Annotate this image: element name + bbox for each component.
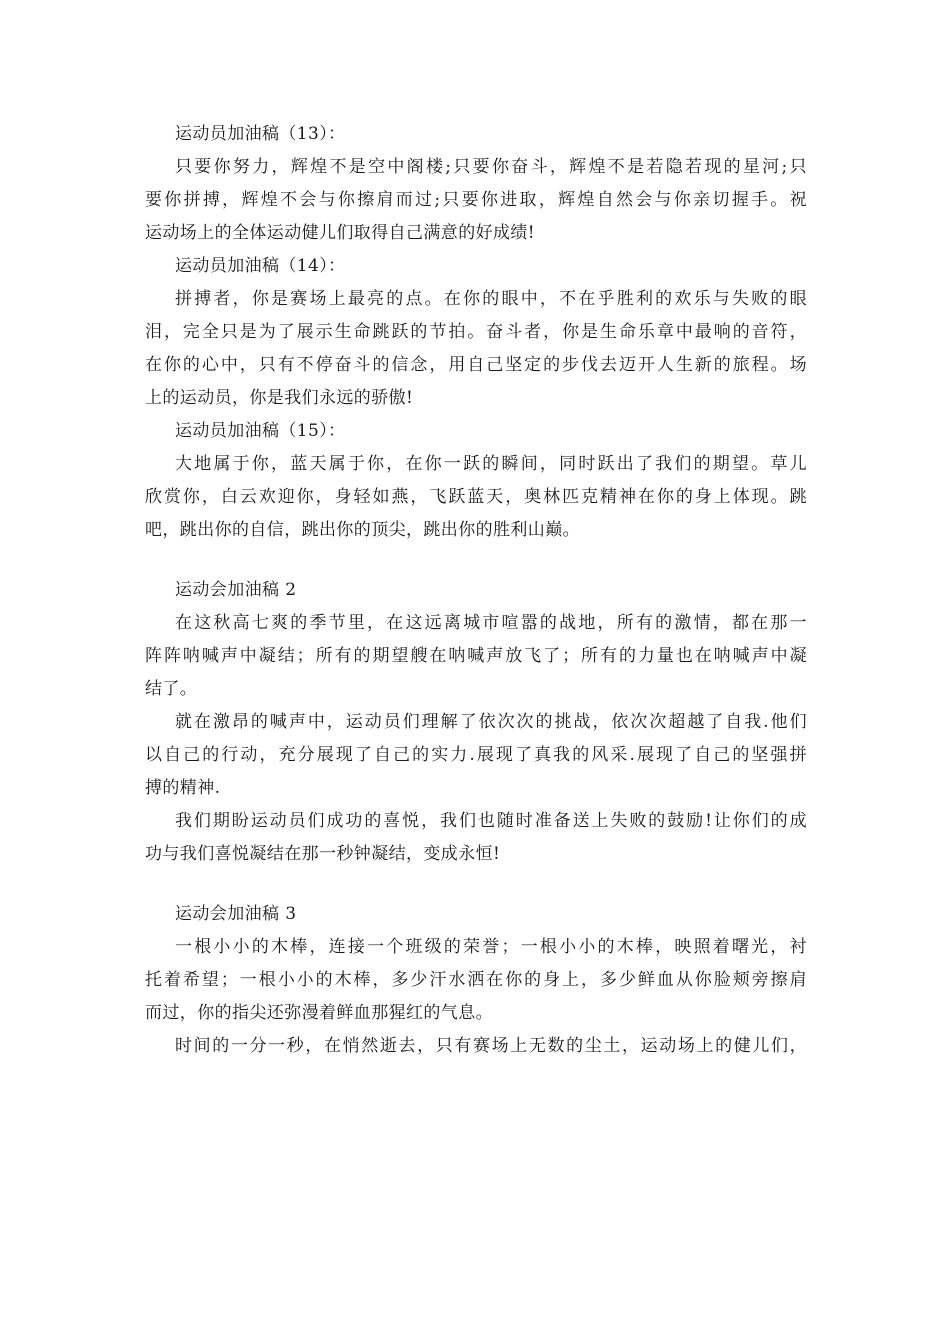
text-line: 在这秋高七爽的季节里，在这远离城市喧嚣的战地，所有的激情，都在那一 (175, 613, 807, 633)
section-heading: 运动员加油稿（14）： (175, 256, 346, 276)
section-heading: 运动会加油稿 3 (175, 904, 297, 924)
text-line: 拼搏者，你是赛场上最亮的点。在你的眼中，不在乎胜利的欢乐与失败的眼 (175, 289, 807, 309)
text-line: 托着希望；一根小小的木棒，多少汗水洒在你的身上，多少鲜血从你脸颊旁擦肩 (145, 970, 807, 990)
document-page (145, 118, 807, 1063)
paragraph (145, 283, 807, 415)
text-line: 时间的一分一秒，在悄然逝去，只有赛场上无数的尘土，运动场上的健儿们， (175, 1036, 807, 1056)
text-line: 欣赏你，白云欢迎你，身轻如燕，飞跃蓝天，奥林匹克精神在你的身上体现。跳 (145, 487, 807, 507)
text-line: 吧，跳出你的自信，跳出你的顶尖，跳出你的胜利山巅。 (145, 520, 580, 540)
paragraph (145, 706, 807, 805)
text-line: 运动场上的全体运动健儿们取得自己满意的好成绩! (145, 223, 536, 243)
text-line: 我们期盼运动员们成功的喜悦，我们也随时准备送上失败的鼓励!让你们的成 (175, 811, 807, 831)
text-line: 就在激昂的喊声中，运动员们理解了依次次的挑战，依次次超越了自我.他们 (175, 712, 807, 732)
text-line: 功与我们喜悦凝结在那一秒钟凝结，变成永恒! (145, 844, 501, 864)
paragraph (145, 931, 807, 1030)
text-line: 只要你努力，辉煌不是空中阁楼;只要你奋斗，辉煌不是若隐若现的星河;只 (175, 157, 807, 177)
text-line: 上的运动员，你是我们永远的骄傲! (145, 388, 414, 408)
paragraph (145, 448, 807, 547)
section-3 (145, 898, 807, 1063)
paragraph (145, 805, 807, 871)
text-line: 大地属于你，蓝天属于你，在你一跃的瞬间，同时跃出了我们的期望。草儿 (175, 454, 807, 474)
text-line: 搏的精神. (145, 778, 221, 798)
text-line: 泪，完全只是为了展示生命跳跃的节拍。奋斗者，你是生命乐章中最响的音符， (145, 322, 807, 342)
text-line: 在你的心中，只有不停奋斗的信念，用自己坚定的步伐去迈开人生新的旅程。场 (145, 355, 807, 375)
text-line: 阵阵呐喊声中凝结；所有的期望艘在呐喊声放飞了；所有的力量也在呐喊声中凝 (145, 646, 807, 666)
text-line: 而过，你的指尖还弥漫着鲜血那猩红的气息。 (145, 1003, 493, 1023)
text-line: 一根小小的木棒，连接一个班级的荣誉；一根小小的木棒，映照着曙光，衬 (175, 937, 807, 957)
section-13 (145, 118, 807, 250)
section-gap (145, 871, 807, 898)
section-heading: 运动员加油稿（13）： (175, 124, 346, 144)
section-15 (145, 415, 807, 547)
section-gap (145, 547, 807, 574)
text-line: 要你拼搏，辉煌不会与你擦肩而过;只要你进取，辉煌自然会与你亲切握手。祝 (145, 190, 807, 210)
paragraph (145, 151, 807, 250)
section-2 (145, 574, 807, 871)
section-heading: 运动员加油稿（15）： (175, 421, 346, 441)
text-line: 结了。 (145, 679, 198, 699)
paragraph (145, 1030, 807, 1063)
text-line: 以自己的行动，充分展现了自己的实力.展现了真我的风采.展现了自己的坚强拼 (145, 745, 807, 765)
section-heading: 运动会加油稿 2 (175, 580, 297, 600)
section-14 (145, 250, 807, 415)
paragraph (145, 607, 807, 706)
